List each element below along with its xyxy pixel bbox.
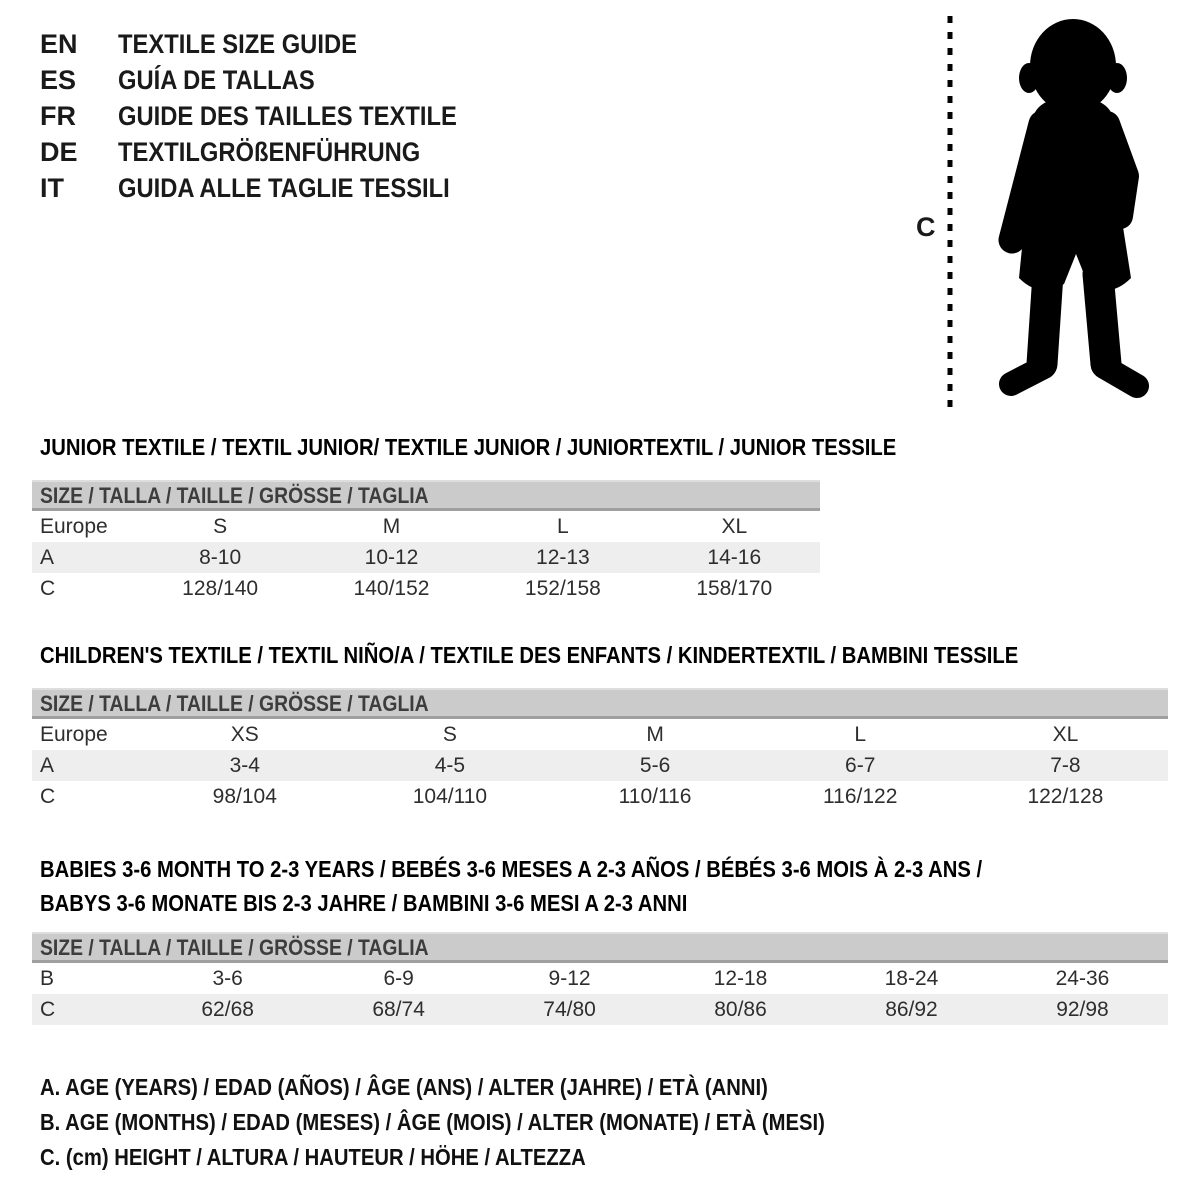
cell: 80/86 — [714, 997, 767, 1021]
babies-height-row — [32, 994, 1168, 1025]
toddler-silhouette-icon — [940, 12, 1162, 420]
cell: 6-7 — [845, 753, 876, 777]
cell: 7-8 — [1050, 753, 1081, 777]
cell: 152/158 — [524, 576, 601, 600]
junior-col-l: L — [557, 514, 569, 538]
guide-title-en: TEXTILE SIZE GUIDE — [118, 28, 357, 59]
cell: 62/68 — [201, 997, 254, 1021]
children-col-l: L — [854, 722, 867, 746]
cell: 18-24 — [884, 966, 939, 990]
children-size-header-bar: SIZE / TALLA / TAILLE / GRÖSSE / TAGLIA — [32, 688, 1168, 719]
junior-age-row — [32, 542, 820, 573]
cell: 14-16 — [707, 545, 762, 569]
junior-section — [32, 434, 897, 604]
babies-heading — [32, 852, 1168, 920]
cell: 10-12 — [364, 545, 419, 569]
babies-size-header-bar: SIZE / TALLA / TAILLE / GRÖSSE / TAGLIA — [32, 932, 1168, 963]
cell: 128/140 — [182, 576, 259, 600]
cell: 9-12 — [548, 966, 591, 990]
language-code: IT — [40, 172, 64, 203]
row-label: B — [40, 966, 55, 990]
cell: 158/170 — [696, 576, 773, 600]
height-measure-figure — [898, 12, 1168, 424]
babies-section — [32, 852, 1168, 1025]
language-row-es — [40, 62, 503, 98]
legend-notes — [40, 1070, 932, 1175]
cell: 104/110 — [412, 784, 488, 808]
cell: 92/98 — [1056, 997, 1109, 1021]
junior-table — [32, 511, 820, 604]
legend-note-a: A. AGE (YEARS) / EDAD (AÑOS) / ÂGE (ANS) / ALTER (JAHRE) / ETÀ (ANNI) — [40, 1074, 768, 1100]
guide-title-de: TEXTILGRÖßENFÜHRUNG — [118, 136, 421, 167]
row-label: A — [40, 753, 55, 777]
language-code: ES — [40, 64, 77, 95]
row-label: C — [40, 576, 56, 600]
cell: 5-6 — [639, 753, 671, 777]
language-code: EN — [40, 28, 78, 59]
language-code: FR — [40, 100, 76, 131]
cell: 6-9 — [383, 966, 414, 990]
babies-heading-line1: BABIES 3-6 MONTH TO 2-3 YEARS / BEBÉS 3-6 MESES A 2-3 AÑOS / BÉBÉS 3-6 MOIS À 2-3 ANS / — [40, 856, 983, 882]
junior-columns-row — [32, 511, 820, 542]
junior-heading: JUNIOR TEXTILE / TEXTIL JUNIOR/ TEXTILE JUNIOR / JUNIORTEXTIL / JUNIOR TESSILE — [40, 434, 897, 460]
row-label: A — [40, 545, 55, 569]
row-label: C — [40, 997, 56, 1021]
babies-months-row — [32, 963, 1168, 994]
babies-heading-line2: BABYS 3-6 MONATE BIS 2-3 JAHRE / BAMBINI 3-6 MESI A 2-3 ANNI — [40, 890, 688, 916]
language-code: DE — [40, 136, 78, 167]
row-label: C — [40, 784, 56, 808]
shorts-shape — [1019, 200, 1131, 290]
cell: 74/80 — [543, 997, 596, 1021]
cell: 3-4 — [229, 753, 260, 777]
junior-height-row — [32, 573, 820, 604]
children-col-m: M — [646, 722, 664, 746]
cell: 86/92 — [885, 997, 938, 1021]
children-heading: CHILDREN'S TEXTILE / TEXTIL NIÑO/A / TEXTILE DES ENFANTS / KINDERTEXTIL / BAMBINI TESSILE — [40, 642, 1019, 668]
children-table — [32, 719, 1168, 812]
language-row-en — [40, 26, 503, 62]
cell: 98/104 — [212, 784, 277, 808]
cell: 110/116 — [618, 784, 692, 808]
legend-note-c: C. (cm) HEIGHT / ALTURA / HAUTEUR / HÖHE / ALTEZZA — [40, 1144, 586, 1170]
language-title-list — [40, 26, 503, 206]
guide-title-es: GUÍA DE TALLAS — [118, 64, 315, 95]
children-age-row — [32, 750, 1168, 781]
cell: 68/74 — [372, 997, 425, 1021]
cell: 4-5 — [434, 753, 466, 777]
guide-title-fr: GUIDE DES TAILLES TEXTILE — [118, 100, 457, 131]
babies-table — [32, 963, 1168, 1025]
junior-col-xl: XL — [721, 514, 748, 538]
children-height-row — [32, 781, 1168, 812]
children-columns-row — [32, 719, 1168, 750]
language-row-de — [40, 134, 503, 170]
height-measure-label: C — [916, 212, 936, 242]
children-col-xs: XS — [230, 722, 259, 746]
junior-col-m: M — [382, 514, 401, 538]
cell: 24-36 — [1055, 966, 1110, 990]
children-section — [32, 642, 1168, 812]
language-row-fr — [40, 98, 503, 134]
cell: 8-10 — [199, 545, 242, 569]
junior-col-region: Europe — [40, 514, 108, 538]
children-col-xl: XL — [1052, 722, 1079, 746]
children-col-region: Europe — [40, 722, 108, 746]
cell: 116/122 — [823, 784, 898, 808]
cell: 140/152 — [353, 576, 430, 600]
junior-size-header-bar: SIZE / TALLA / TAILLE / GRÖSSE / TAGLIA — [32, 480, 820, 511]
cell: 122/128 — [1027, 784, 1104, 808]
cell: 12-13 — [536, 545, 590, 569]
guide-title-it: GUIDA ALLE TAGLIE TESSILI — [118, 172, 450, 203]
legend-note-b: B. AGE (MONTHS) / EDAD (MESES) / ÂGE (MOIS) / ALTER (MONATE) / ETÀ (MESI) — [40, 1109, 825, 1135]
children-col-s: S — [442, 722, 457, 746]
cell: 12-18 — [713, 966, 768, 990]
language-row-it — [40, 170, 503, 206]
junior-col-s: S — [213, 514, 228, 538]
cell: 3-6 — [212, 966, 243, 990]
